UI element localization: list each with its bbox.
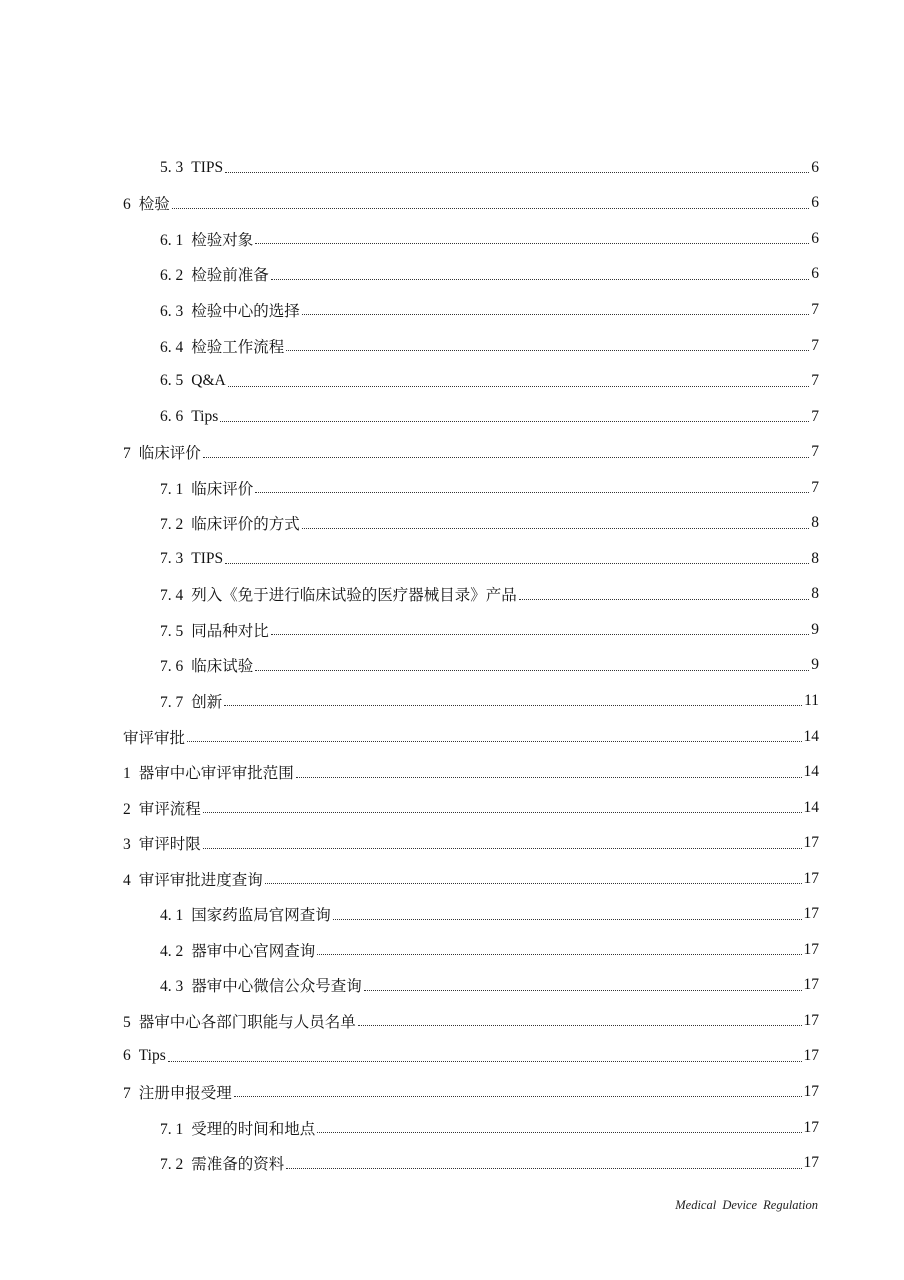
toc-entry[interactable]	[0, 754, 819, 790]
toc-entry-label	[160, 1152, 284, 1174]
toc-entry-title: 临床评价的方式	[191, 516, 300, 534]
toc-entry-title: 检验工作流程	[191, 338, 285, 356]
toc-entry-title: 审评审批	[123, 729, 186, 747]
toc-entry-label	[160, 583, 517, 605]
toc-dot-leader	[519, 599, 809, 600]
toc-entry-title: 临床评价	[191, 480, 254, 498]
toc-entry[interactable]	[0, 648, 819, 684]
toc-entry-label	[160, 335, 284, 357]
toc-entry-page-number: 8	[811, 585, 819, 603]
toc-entry-page-number: 17	[803, 1047, 819, 1065]
toc-dot-leader	[271, 279, 809, 280]
toc-entry-label	[123, 726, 185, 748]
toc-entry-title: 检验对象	[191, 231, 254, 249]
toc-dot-leader	[317, 1132, 801, 1133]
toc-entry-page-number: 17	[803, 834, 819, 852]
toc-entry[interactable]	[0, 612, 819, 648]
toc-entry[interactable]	[0, 221, 819, 257]
toc-entry-page-number: 11	[804, 691, 819, 709]
toc-entry-title: TIPS	[191, 549, 224, 567]
toc-entry-page-number: 14	[803, 727, 819, 745]
toc-dot-leader	[358, 1025, 802, 1026]
toc-entry-number: 7	[123, 445, 131, 463]
toc-entry[interactable]	[0, 1039, 819, 1075]
toc-dot-leader	[172, 208, 809, 209]
toc-entry-page-number: 7	[811, 443, 819, 461]
toc-entry[interactable]	[0, 399, 819, 435]
toc-entry-label	[160, 550, 223, 568]
toc-dot-leader	[220, 421, 809, 422]
page-footer: Medical Device Regulation	[675, 1198, 818, 1212]
toc-dot-leader	[302, 528, 809, 529]
toc-entry-title: Tips	[138, 1047, 166, 1065]
toc-entry-title: Q&A	[191, 372, 226, 390]
toc-entry-label	[160, 159, 223, 177]
toc-entry-page-number: 7	[811, 300, 819, 318]
toc-entry-title: TIPS	[191, 158, 224, 176]
toc-entry-label	[160, 903, 331, 925]
toc-entry[interactable]	[0, 150, 819, 186]
toc-entry-label	[123, 868, 263, 890]
toc-entry-number: 7. 6	[160, 658, 184, 676]
toc-entry[interactable]	[0, 577, 819, 613]
toc-entry[interactable]	[0, 541, 819, 577]
toc-entry-label	[160, 690, 222, 712]
toc-entry-title: 临床评价	[138, 445, 201, 463]
toc-entry-number: 7. 5	[160, 622, 184, 640]
toc-dot-leader	[333, 919, 802, 920]
toc-entry-label	[160, 1117, 315, 1139]
toc-entry-label	[123, 1010, 356, 1032]
toc-entry[interactable]	[0, 861, 819, 897]
toc-entry-number: 5. 3	[160, 158, 184, 176]
toc-entry[interactable]	[0, 434, 819, 470]
toc-entry-title: 审评流程	[138, 800, 201, 818]
toc-entry-title: 注册申报受理	[138, 1084, 232, 1102]
toc-entry[interactable]	[0, 932, 819, 968]
toc-entry[interactable]	[0, 1145, 819, 1181]
toc-dot-leader	[255, 670, 809, 671]
toc-dot-leader	[271, 634, 809, 635]
toc-entry-page-number: 6	[811, 265, 819, 283]
toc-entry-title: Tips	[191, 407, 219, 425]
toc-entry-label	[123, 761, 294, 783]
toc-entry-page-number: 7	[811, 407, 819, 425]
toc-entry-title: 审评审批进度查询	[138, 871, 263, 889]
toc-entry-page-number: 17	[803, 940, 819, 958]
toc-entry[interactable]	[0, 1074, 819, 1110]
toc-entry-label	[160, 974, 362, 996]
toc-entry-title: 器审中心微信公众号查询	[191, 978, 362, 996]
toc-entry-title: 器审中心各部门职能与人员名单	[138, 1013, 356, 1031]
toc-entry-label	[123, 1081, 232, 1103]
toc-entry-page-number: 6	[811, 194, 819, 212]
toc-dot-leader	[255, 243, 809, 244]
toc-entry-page-number: 17	[803, 1118, 819, 1136]
toc-entry[interactable]	[0, 683, 819, 719]
table-of-contents	[0, 150, 904, 1181]
toc-dot-leader	[317, 954, 801, 955]
toc-entry-page-number: 17	[803, 1082, 819, 1100]
toc-entry-page-number: 17	[803, 905, 819, 923]
toc-entry-page-number: 6	[811, 158, 819, 176]
toc-entry-title: 同品种对比	[191, 622, 269, 640]
toc-entry-title: 检验	[138, 196, 170, 214]
toc-entry-page-number: 6	[811, 229, 819, 247]
toc-entry-title: 列入《免于进行临床试验的医疗器械目录》产品	[191, 587, 517, 605]
toc-entry-label	[123, 441, 201, 463]
toc-entry-label	[160, 372, 226, 390]
toc-entry-number: 3	[123, 836, 131, 854]
toc-entry[interactable]	[0, 719, 819, 755]
toc-entry-title: 器审中心审评审批范围	[138, 765, 294, 783]
toc-dot-leader	[224, 705, 802, 706]
toc-entry-number: 5	[123, 1013, 131, 1031]
toc-entry-number: 6. 2	[160, 267, 184, 285]
toc-entry-number: 7. 2	[160, 1156, 184, 1174]
toc-entry-label	[123, 797, 201, 819]
toc-entry[interactable]	[0, 470, 819, 506]
toc-entry-number: 7. 2	[160, 516, 184, 534]
toc-entry-number: 7. 4	[160, 587, 184, 605]
toc-entry-number: 7. 1	[160, 1120, 184, 1138]
toc-entry[interactable]	[0, 1003, 819, 1039]
toc-entry-title: 检验中心的选择	[191, 302, 300, 320]
toc-entry-number: 4. 2	[160, 942, 184, 960]
toc-entry-label	[160, 477, 253, 499]
toc-entry-page-number: 8	[811, 514, 819, 532]
toc-entry-page-number: 17	[803, 1011, 819, 1029]
toc-dot-leader	[296, 777, 802, 778]
toc-entry[interactable]	[0, 292, 819, 328]
toc-entry[interactable]	[0, 825, 819, 861]
toc-entry-title: 器审中心官网查询	[191, 942, 316, 960]
toc-dot-leader	[225, 563, 809, 564]
toc-dot-leader	[203, 457, 809, 458]
toc-entry-number: 1	[123, 765, 131, 783]
toc-dot-leader	[187, 741, 801, 742]
toc-dot-leader	[255, 492, 809, 493]
toc-entry-title: 创新	[191, 693, 223, 711]
toc-entry-title: 受理的时间和地点	[191, 1120, 316, 1138]
toc-entry-title: 需准备的资料	[191, 1156, 285, 1174]
toc-entry[interactable]	[0, 186, 819, 222]
toc-dot-leader	[286, 1168, 801, 1169]
toc-entry-label	[123, 1047, 166, 1065]
toc-entry-number: 6	[123, 1047, 131, 1065]
toc-entry-page-number: 9	[811, 656, 819, 674]
toc-entry-page-number: 17	[803, 1154, 819, 1172]
toc-entry-number: 6. 4	[160, 338, 184, 356]
toc-dot-leader	[265, 883, 802, 884]
toc-entry-number: 6. 6	[160, 407, 184, 425]
toc-entry-label	[123, 192, 170, 214]
toc-entry-page-number: 17	[803, 976, 819, 994]
toc-entry-title: 临床试验	[191, 658, 254, 676]
toc-entry-label	[160, 619, 269, 641]
toc-entry-label	[160, 939, 315, 961]
toc-entry-title: 国家药监局官网查询	[191, 907, 331, 925]
toc-entry-label	[160, 512, 300, 534]
toc-entry-number: 7. 1	[160, 480, 184, 498]
toc-entry-label	[160, 228, 253, 250]
toc-entry-label	[160, 654, 253, 676]
toc-entry-title: 检验前准备	[191, 267, 269, 285]
toc-dot-leader	[225, 172, 809, 173]
toc-entry[interactable]	[0, 505, 819, 541]
toc-entry-label	[160, 299, 300, 321]
toc-dot-leader	[228, 386, 810, 387]
toc-entry-number: 6. 5	[160, 372, 184, 390]
toc-entry[interactable]	[0, 328, 819, 364]
toc-dot-leader	[364, 990, 802, 991]
toc-entry-label	[123, 832, 201, 854]
toc-entry-label	[160, 408, 218, 426]
toc-entry-number: 7. 7	[160, 693, 184, 711]
toc-entry-number: 4	[123, 871, 131, 889]
toc-entry-title: 审评时限	[138, 836, 201, 854]
toc-entry[interactable]	[0, 257, 819, 293]
toc-entry-number: 7. 3	[160, 549, 184, 567]
toc-dot-leader	[234, 1096, 802, 1097]
toc-entry-page-number: 14	[803, 763, 819, 781]
toc-dot-leader	[203, 848, 802, 849]
toc-entry-number: 6. 1	[160, 231, 184, 249]
toc-entry-page-number: 7	[811, 372, 819, 390]
toc-dot-leader	[203, 812, 802, 813]
toc-dot-leader	[286, 350, 809, 351]
toc-entry-number: 2	[123, 800, 131, 818]
toc-dot-leader	[168, 1061, 802, 1062]
toc-dot-leader	[302, 314, 809, 315]
toc-entry[interactable]	[0, 968, 819, 1004]
toc-entry-number: 6	[123, 196, 131, 214]
toc-entry-page-number: 7	[811, 336, 819, 354]
toc-entry-number: 4. 1	[160, 907, 184, 925]
toc-entry-number: 7	[123, 1084, 131, 1102]
toc-entry-page-number: 8	[811, 549, 819, 567]
toc-entry[interactable]	[0, 896, 819, 932]
toc-entry-page-number: 17	[803, 869, 819, 887]
toc-entry-page-number: 14	[803, 798, 819, 816]
toc-entry[interactable]	[0, 790, 819, 826]
toc-entry-number: 6. 3	[160, 302, 184, 320]
toc-entry-number: 4. 3	[160, 978, 184, 996]
toc-entry[interactable]	[0, 363, 819, 399]
toc-entry-page-number: 7	[811, 478, 819, 496]
toc-entry-label	[160, 263, 269, 285]
toc-entry[interactable]	[0, 1110, 819, 1146]
toc-entry-page-number: 9	[811, 620, 819, 638]
